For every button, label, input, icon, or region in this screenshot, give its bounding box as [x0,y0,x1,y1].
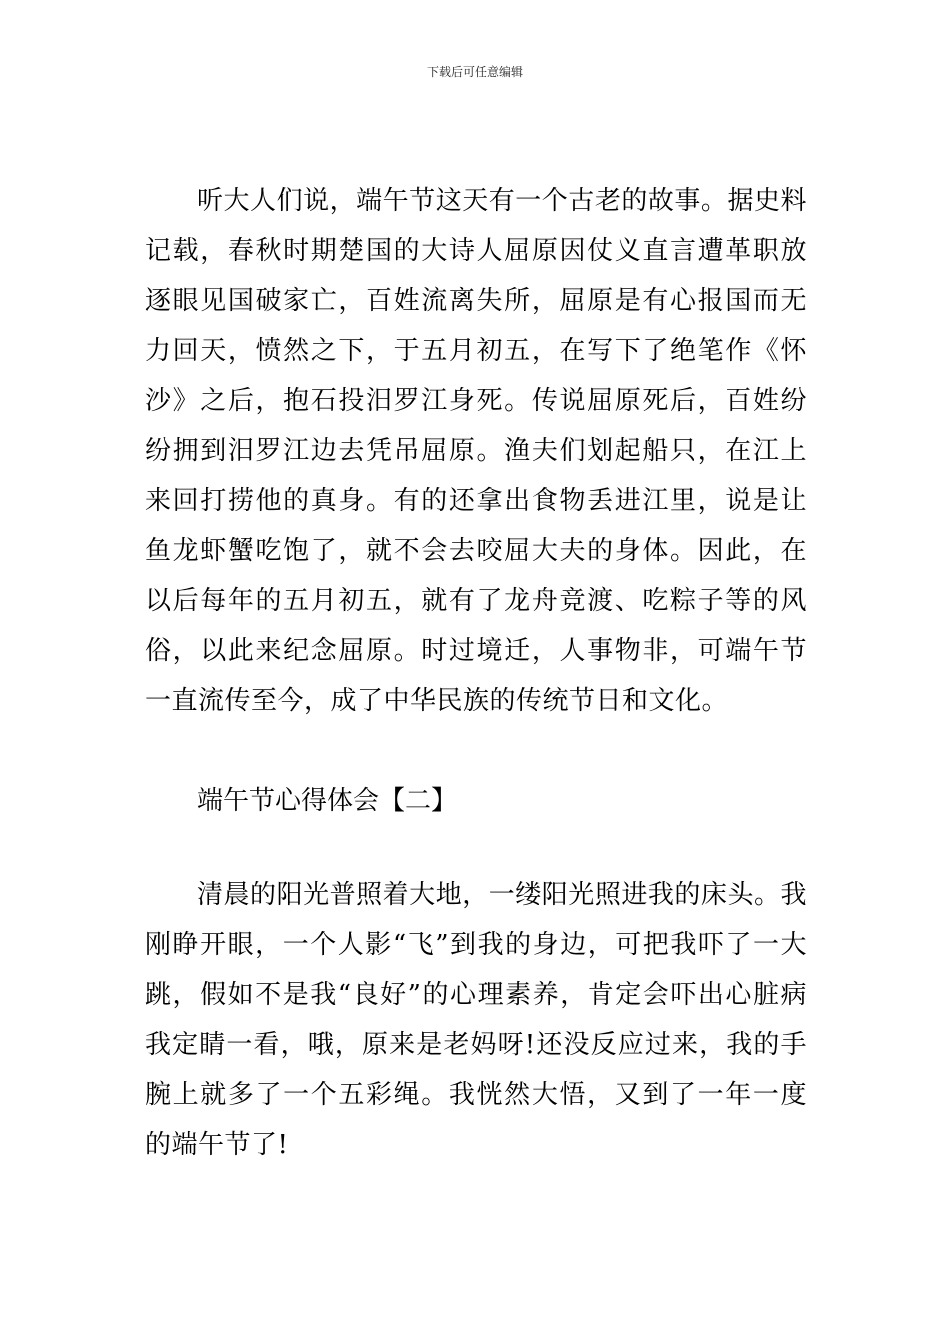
paragraph-qu-yuan-story: 听大人们说，端午节这天有一个古老的故事。据史料记载，春秋时期楚国的大诗人屈原因仗义直言遭革职放逐眼见国破家亡，百姓流离失所，屈原是有心报国而无力回天，愤然之下，于五月初五，在写下了绝笔作《怀沙》之后，抱石投汨罗江身死。传说屈原死后，百姓纷纷拥到汨罗江边去凭吊屈原。渔夫们划起船只，在江上来回打捞他的真身。有的还拿出食物丢进江里，说是让鱼龙虾蟹吃饱了，就不会去咬屈大夫的身体。因此，在以后每年的五月初五，就有了龙舟竞渡、吃粽子等的风俗，以此来纪念屈原。时过境迁，人事物非，可端午节一直流传至今，成了中华民族的传统节日和文化。 [145,186,807,716]
section-heading: 端午节心得体会【二】 [197,786,458,816]
paragraph-morning-story: 清晨的阳光普照着大地，一缕阳光照进我的床头。我刚睁开眼，一个人影“飞”到我的身边，可把我吓了一大跳，假如不是我“良好”的心理素养，肯定会吓出心脏病我定睛一看，哦，原来是老妈呀!还没反应过来，我的手腕上就多了一个五彩绳。我恍然大悟，又到了一年一度的端午节了! [145,880,807,1160]
article-section-1 [145,176,807,726]
page-header-note: 下载后可任意编辑 [426,65,523,79]
article-section-2 [145,870,807,1170]
